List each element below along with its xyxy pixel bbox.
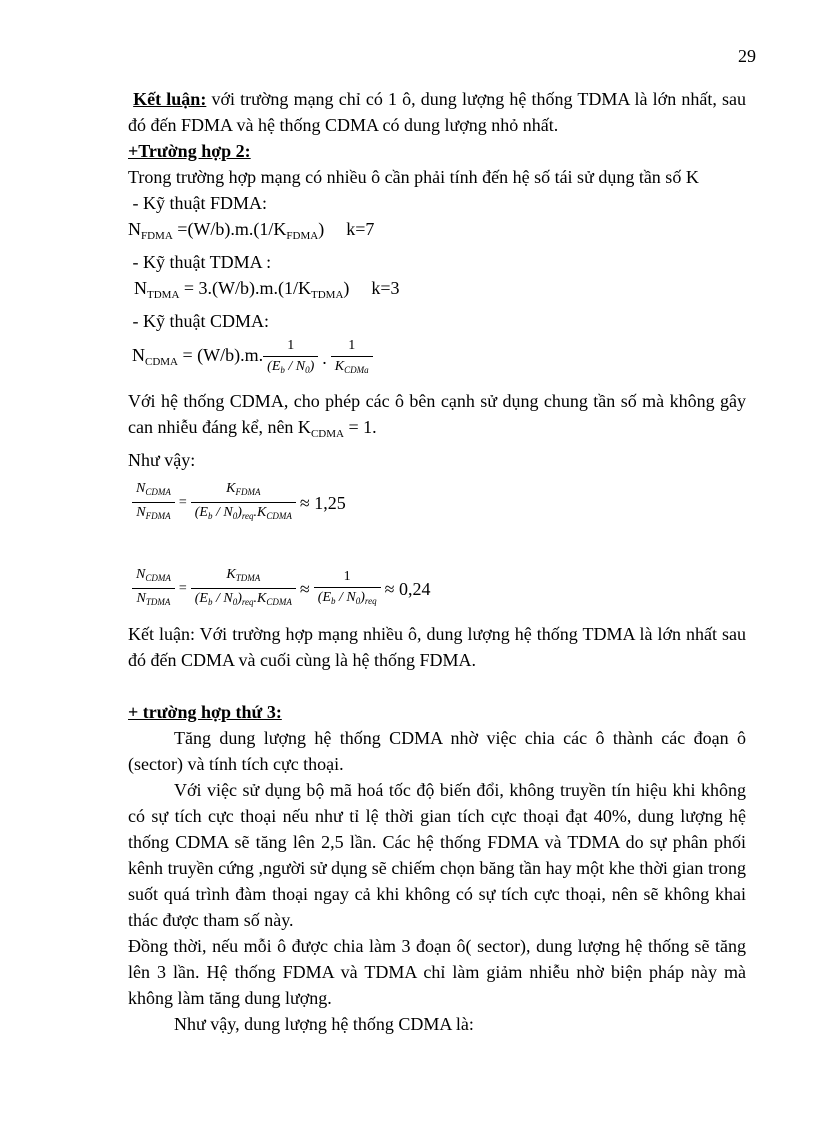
case2-intro: Trong trường hợp mạng có nhiều ô cần phải tính đến hệ số tái sử dụng tần số K xyxy=(128,167,699,187)
case3-paragraph-4: Như vậy, dung lượng hệ thống CDMA là: xyxy=(174,1014,474,1034)
case3-paragraph-1: Tăng dung lượng hệ thống CDMA nhờ việc chia các ô thành các đoạn ô (sector) và tính tích cực thoại. xyxy=(128,728,746,774)
cdma-note: Với hệ thống CDMA, cho phép các ô bên cạnh sử dụng chung tần số mà không gây can nhiễu đáng kể, nên $K_{CDMA} = 1$. xyxy=(128,391,746,440)
case3-heading: + trường hợp thứ 3: xyxy=(128,702,282,722)
fdma-label: - Kỹ thuật FDMA: xyxy=(128,193,267,213)
case2-heading: +Trường hợp 2: xyxy=(128,141,251,161)
case3-paragraph-2: Với việc sử dụng bộ mã hoá tốc độ biến đổi, không truyền tín hiệu khi không có sự tích cực thoại nếu như tỉ lệ thời gian tích cực thoại đạt 40%, dung lượng hệ thống CDMA sẽ tăng lên 2,5 lần. Các hệ thống FDMA và TDMA do sự phân phối kênh truyền cứng ,người sử dụng sẽ chiếm chọn băng tần hay một khe thời gian trong suốt quá trình đàm thoại ngay cả khi không có sự tích cực thoại, nên sẽ không khai thác được tham số này. xyxy=(128,780,746,930)
conclusion-label: Kết luận: xyxy=(133,89,207,109)
case3-paragraph-3: Đồng thời, nếu mỗi ô được chia làm 3 đoạn ô( sector), dung lượng hệ thống sẽ tăng lên 3 lần. Hệ thống FDMA và TDMA chỉ làm giảm nhiễu nhờ biện pháp này mà không làm tăng dung lượng. xyxy=(128,936,746,1008)
cdma-label: - Kỹ thuật CDMA: xyxy=(128,311,269,331)
tdma-label: - Kỹ thuật TDMA : xyxy=(128,252,272,272)
conclusion-text: với trường mạng chỉ có 1 ô, dung lượng hệ thống TDMA là lớn nhất, sau đó đến FDMA và hệ thống CDMA có dung lượng nhỏ nhất. xyxy=(128,89,746,135)
ratio-cdma-tdma: $\frac{N_{CDMA}}{N_{TDMA}}$ = $\frac{K_{TDMA}}{(E_b / N_0)_{req}.K_{CDMA}}$ ≈ $\frac{1}{(E_b / N_0)_{req}}$ ≈ 0,24 xyxy=(132,565,746,615)
nhu-vay: Như vậy: xyxy=(128,450,196,470)
tdma-formula: $N_{TDMA} = 3.(W/b).m.(1/K_{TDMA})$ k=3 xyxy=(134,278,400,301)
conclusion-2: Kết luận: Với trường hợp mạng nhiều ô, dung lượng hệ thống TDMA là lớn nhất sau đó đến CDMA và cuối cùng là hệ thống FDMA. xyxy=(128,624,746,670)
ratio-cdma-fdma: $\frac{N_{CDMA}}{N_{FDMA}}$ = $\frac{K_{FDMA}}{(E_b / N_0)_{req}.K_{CDMA}}$ ≈ 1,25 xyxy=(132,479,746,529)
cdma-formula: $N_{CDMA} = (W/b).m$. $\frac{1}{(E_b / N_0)}$ . $\frac{1}{K_{CDMa}}$ xyxy=(132,336,746,382)
conclusion-1 xyxy=(128,86,746,138)
fdma-formula: $N_{FDMA} =(W/b).m.(1/K_{FDMA})$ k=7 xyxy=(128,219,375,242)
page-number: 29 xyxy=(738,46,756,66)
document-body xyxy=(128,86,746,1037)
